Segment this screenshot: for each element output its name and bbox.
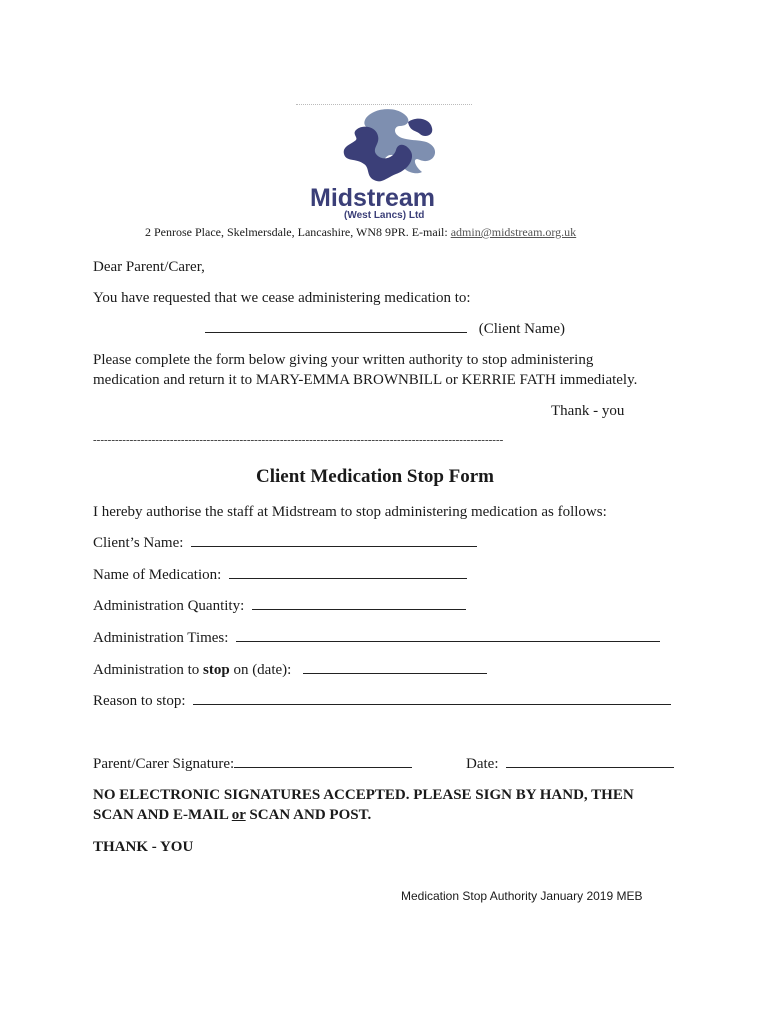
email-link[interactable]: admin@midstream.org.uk	[450, 225, 577, 239]
stop-date-input[interactable]	[303, 661, 487, 674]
quantity-row	[93, 597, 466, 615]
logo-name: Midstream	[310, 184, 436, 212]
instruction-line-2: medication and return it to MARY-EMMA BROWNBILL or KERRIE FATH immediately.	[93, 372, 638, 388]
intro-text: You have requested that we cease administering medication to:	[93, 290, 471, 306]
stop-date-row	[93, 661, 487, 679]
stop-date-label-prefix: Administration to	[93, 662, 203, 678]
notice-line-2-b: SCAN AND POST.	[245, 807, 372, 823]
notice-line-2-a: SCAN AND E-MAIL	[93, 807, 232, 823]
date-label: Date:	[466, 756, 499, 772]
midstream-logo	[296, 104, 472, 222]
closing-text: THANK - YOU	[93, 839, 194, 855]
notice-or: or	[231, 807, 246, 823]
date-input[interactable]	[506, 755, 674, 768]
instruction-line-1: Please complete the form below giving your written authority to stop administering	[93, 352, 594, 368]
signature-input[interactable]	[234, 755, 412, 768]
notice-line-1: NO ELECTRONIC SIGNATURES ACCEPTED. PLEASE SIGN BY HAND, THEN	[93, 787, 634, 803]
medication-name-row	[93, 566, 467, 584]
address-line	[145, 225, 576, 239]
form-title: Client Medication Stop Form	[256, 466, 495, 487]
reason-input[interactable]	[193, 692, 671, 705]
client-name-row	[205, 320, 565, 338]
quantity-input[interactable]	[252, 597, 466, 610]
stop-date-label-suffix: on (date):	[229, 662, 292, 678]
reason-label: Reason to stop:	[93, 693, 186, 709]
separator-line: ----------------------------------------------------------------------------------------------------------------	[93, 434, 504, 446]
thanks-text: Thank - you	[551, 403, 625, 419]
reason-row	[93, 692, 671, 710]
stop-date-label-bold: stop	[203, 662, 230, 678]
date-row	[466, 755, 674, 773]
times-row	[93, 629, 660, 647]
salutation: Dear Parent/Carer,	[93, 259, 205, 275]
footer-text: Medication Stop Authority January 2019 MEB	[401, 889, 643, 903]
signature-label: Parent/Carer Signature:	[93, 756, 235, 772]
signature-row	[93, 755, 412, 773]
medication-name-label: Name of Medication:	[93, 567, 222, 583]
times-input[interactable]	[236, 629, 660, 642]
logo-subtitle: (West Lancs) Ltd	[344, 210, 425, 221]
quantity-label: Administration Quantity:	[93, 598, 245, 614]
client-name-label: Client’s Name:	[93, 535, 184, 551]
times-label: Administration Times:	[93, 630, 229, 646]
authorise-text: I hereby authorise the staff at Midstream to stop administering medication as follows:	[93, 504, 607, 520]
client-name-input[interactable]	[191, 534, 477, 547]
midstream-mark-icon	[296, 104, 472, 186]
client-name-field-row	[93, 534, 477, 552]
client-name-blank[interactable]	[205, 320, 467, 333]
medication-name-input[interactable]	[229, 566, 467, 579]
client-name-label: (Client Name)	[478, 321, 565, 337]
address-text: 2 Penrose Place, Skelmersdale, Lancashire, WN8 9PR. E-mail:	[145, 225, 448, 239]
notice-line-2	[93, 806, 371, 824]
